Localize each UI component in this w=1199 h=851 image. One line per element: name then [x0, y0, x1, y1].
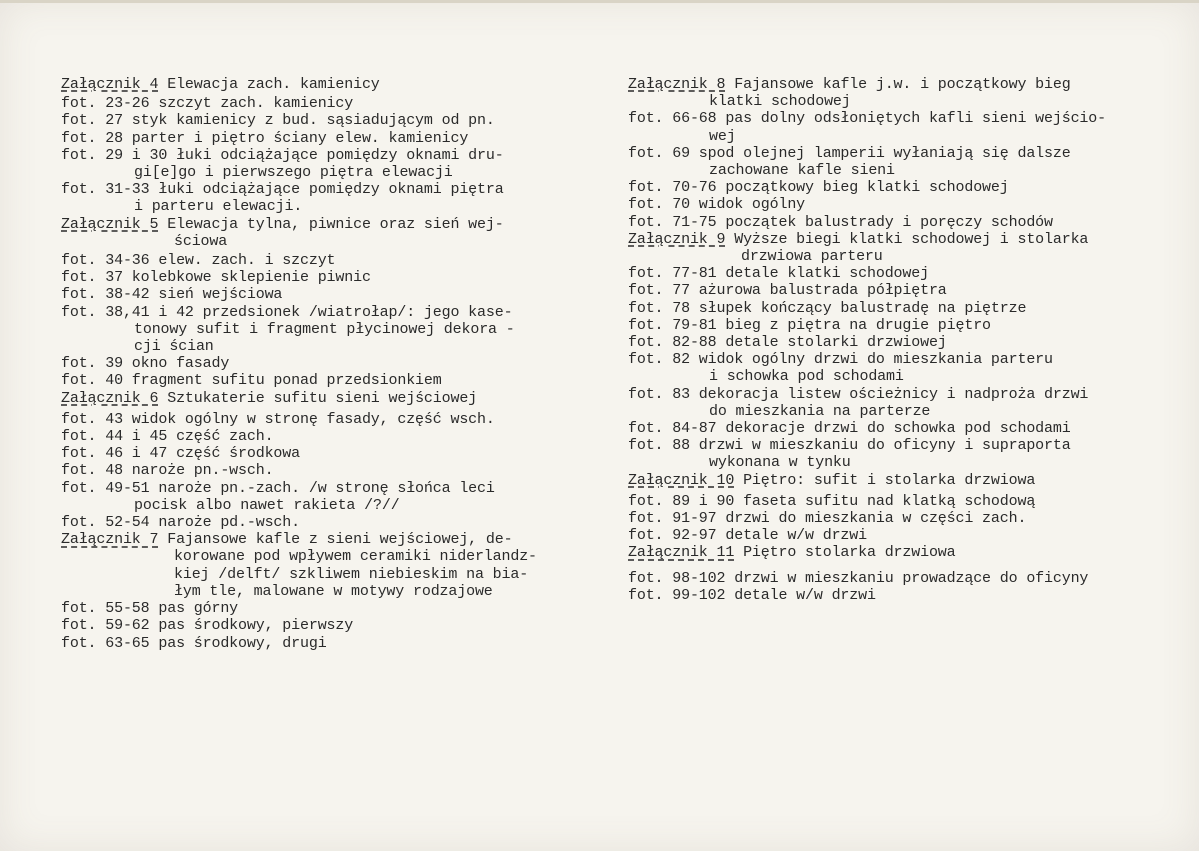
list-item: fot. 99-102 detale w/w drzwi	[628, 586, 876, 604]
list-item: fot. 78 słupek kończący balustradę na piętrze	[628, 299, 1027, 317]
list-item: fot. 23-26 szczyt zach. kamienicy	[61, 95, 354, 113]
list-item-continuation: wykonana w tynku	[709, 454, 851, 472]
attachment-9-title: Wyższe biegi klatki schodowej i stolarka	[725, 230, 1089, 248]
list-item-continuation: tonowy sufit i fragment płycinowej dekora -	[134, 320, 515, 338]
list-item: fot. 37 kolebkowe sklepienie piwnic	[61, 269, 371, 287]
list-item: fot. 83 dekoracja listew ościeżnicy i nadproża drzwi	[628, 385, 1089, 403]
list-item: fot. 66-68 pas dolny odsłoniętych kafli sieni wejścio-	[628, 110, 1106, 128]
attachment-7-title-continuation: łym tle, malowane w motywy rodzajowe	[174, 582, 493, 600]
list-item: fot. 77-81 detale klatki schodowej	[628, 265, 929, 283]
list-item: fot. 49-51 naroże pn.-zach. /w stronę słońca leci	[61, 479, 495, 497]
attachment-8-title-continuation: klatki schodowej	[709, 93, 851, 111]
list-item: fot. 98-102 drzwi w mieszkaniu prowadzące do oficyny	[628, 569, 1089, 587]
list-item: fot. 39 okno fasady	[61, 355, 230, 373]
list-item-continuation: do mieszkania na parterze	[709, 402, 931, 420]
list-item: fot. 88 drzwi w mieszkaniu do oficyny i supraporta	[628, 437, 1071, 455]
attachment-11-title: Piętro stolarka drzwiowa	[734, 544, 956, 562]
attachment-10-heading	[628, 472, 1193, 489]
list-item: fot. 55-58 pas górny	[61, 600, 239, 618]
list-item: fot. 82-88 detale stolarki drzwiowej	[628, 334, 947, 352]
list-item-continuation: i schowka pod schodami	[709, 368, 904, 386]
list-item: fot. 52-54 naroże pd.-wsch.	[61, 514, 300, 532]
attachment-10-title: Piętro: sufit i stolarka drzwiowa	[734, 471, 1036, 489]
list-item: fot. 71-75 początek balustrady i poręczy schodów	[628, 213, 1053, 231]
page-top-edge	[0, 0, 1199, 3]
list-item: fot. 82 widok ogólny drzwi do mieszkania parteru	[628, 351, 1053, 369]
attachment-5-title-continuation: ściowa	[174, 232, 228, 250]
attachment-9-title-continuation: drzwiowa parteru	[741, 248, 883, 266]
list-item: fot. 44 i 45 część zach.	[61, 428, 274, 446]
attachment-11-heading	[628, 544, 1193, 561]
attachment-10-label: Załącznik 10	[628, 471, 735, 489]
attachment-8-heading	[628, 76, 1193, 93]
attachment-5-title: Elewacja tylna, piwnice oraz sień wej-	[158, 215, 504, 233]
attachment-9-label: Załącznik 9	[628, 230, 726, 248]
attachment-7-title-continuation: kiej /delft/ szkliwem niebieskim na bia-	[174, 565, 529, 583]
attachment-7-title-continuation: korowane pod wpływem ceramiki niderlandz-	[174, 548, 537, 566]
attachment-6-label: Załącznik 6	[61, 389, 159, 407]
list-item: fot. 89 i 90 faseta sufitu nad klatką schodową	[628, 492, 1036, 510]
list-item: fot. 29 i 30 łuki odciążające pomiędzy oknami dru-	[61, 146, 504, 164]
list-item: fot. 38,41 i 42 przedsionek /wiatrołap/: jego kase-	[61, 303, 513, 321]
attachment-4-title: Elewacja zach. kamienicy	[158, 76, 380, 93]
list-item: fot. 59-62 pas środkowy, pierwszy	[61, 617, 354, 635]
attachment-4-label: Załącznik 4	[61, 76, 159, 93]
attachment-5-label: Załącznik 5	[61, 215, 159, 233]
list-item-continuation: wej	[709, 127, 736, 145]
list-item: fot. 84-87 dekoracje drzwi do schowka pod schodami	[628, 420, 1071, 438]
attachment-6-heading	[61, 390, 606, 407]
list-item: fot. 48 naroże pn.-wsch.	[61, 462, 274, 480]
list-item: fot. 91-97 drzwi do mieszkania w części zach.	[628, 510, 1027, 528]
attachment-7-title: Fajansowe kafle z sieni wejściowej, de-	[158, 531, 513, 549]
attachment-11-label: Załącznik 11	[628, 544, 735, 562]
attachment-6-title: Sztukaterie sufitu sieni wejściowej	[158, 389, 478, 407]
list-item: fot. 40 fragment sufitu ponad przedsionkiem	[61, 372, 442, 390]
left-column	[61, 76, 606, 652]
list-item-continuation: i parteru elewacji.	[134, 198, 303, 216]
attachment-8-title: Fajansowe kafle j.w. i początkowy bieg	[725, 76, 1071, 93]
list-item: fot. 69 spod olejnej lamperii wyłaniają się dalsze	[628, 144, 1071, 162]
list-item: fot. 43 widok ogólny w stronę fasady, część wsch.	[61, 410, 495, 428]
list-item-continuation: gi[e]go i pierwszego piętra elewacji	[134, 164, 453, 182]
attachment-7-heading	[61, 531, 606, 548]
right-column	[628, 76, 1193, 604]
list-item: fot. 38-42 sień wejściowa	[61, 286, 283, 304]
attachment-9-heading	[628, 231, 1193, 248]
list-item-continuation: zachowane kafle sieni	[709, 162, 895, 180]
list-item: fot. 79-81 bieg z piętra na drugie piętro	[628, 316, 991, 334]
attachment-7-label: Załącznik 7	[61, 531, 159, 549]
list-item: fot. 70-76 początkowy bieg klatki schodowej	[628, 179, 1009, 197]
list-item: fot. 27 styk kamienicy z bud. sąsiadującym od pn.	[61, 112, 495, 130]
list-item: fot. 63-65 pas środkowy, drugi	[61, 634, 327, 652]
attachment-4-heading	[61, 76, 606, 93]
list-item: fot. 77 ażurowa balustrada półpiętra	[628, 282, 947, 300]
list-item: fot. 70 widok ogólny	[628, 196, 806, 214]
list-item: fot. 34-36 elew. zach. i szczyt	[61, 252, 336, 270]
attachment-5-heading	[61, 216, 606, 233]
list-item: fot. 46 i 47 część środkowa	[61, 445, 300, 463]
list-item-continuation: pocisk albo nawet rakieta /?//	[134, 496, 400, 514]
list-item: fot. 92-97 detale w/w drzwi	[628, 527, 867, 545]
attachment-8-label: Załącznik 8	[628, 76, 726, 93]
list-item-continuation: cji ścian	[134, 338, 214, 356]
list-item: fot. 31-33 łuki odciążające pomiędzy oknami piętra	[61, 181, 504, 199]
list-item: fot. 28 parter i piętro ściany elew. kamienicy	[61, 129, 469, 147]
